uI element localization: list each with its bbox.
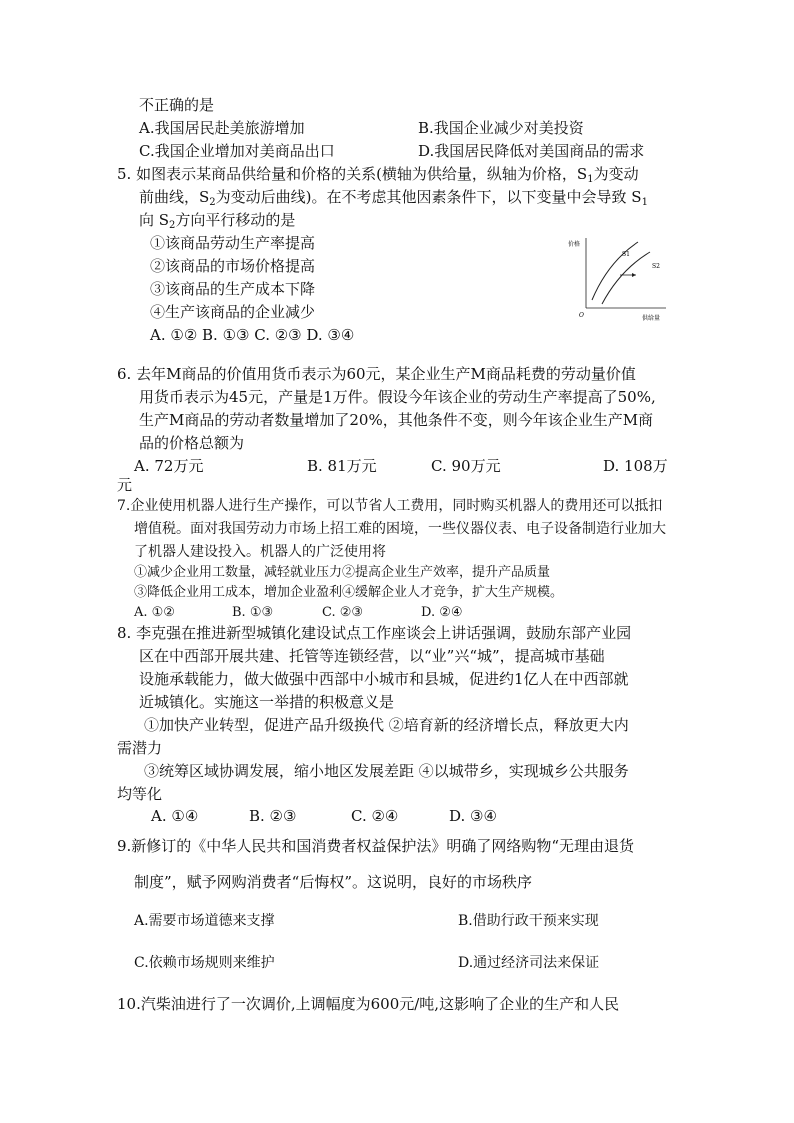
- q8-line-3: 设施承载能力，做大做强中西部中小城市和县城，促进约1亿人在中西部就: [139, 670, 629, 688]
- q9-line-1: 9.新修订的《中华人民共和国消费者权益保护法》明确了网络购物“无理由退货: [117, 837, 634, 855]
- q7-line-1: 7.企业使用机器人进行生产操作，可以节省人工费用，同时购买机器人的费用还可以抵扣: [117, 498, 663, 514]
- q5-line-1: 5. 如图表示某商品供给量和价格的关系(横轴为供给量，纵轴为价格，$S_1$为变动: [117, 165, 639, 185]
- q4-option-b: B.我国企业减少对美投资: [418, 119, 584, 137]
- q5-option-2: ②该商品的市场价格提高: [150, 257, 316, 275]
- q8-line-1: 8. 李克强在推进新型城镇化建设试点工作座谈会上讲话强调，鼓励东部产业园: [117, 624, 632, 642]
- curve-s2: [602, 252, 650, 304]
- q5-option-1: ①该商品劳动生产率提高: [150, 234, 316, 252]
- q10-line-1: 10.汽柴油进行了一次调价,上调幅度为600元/吨,这影响了企业的生产和人民: [117, 995, 620, 1013]
- q5-option-4: ④生产该商品的企业减少: [150, 303, 316, 321]
- q6-option-b: B. 81万元: [307, 457, 377, 475]
- q5-option-3: ③该商品的生产成本下降: [150, 280, 316, 298]
- q6-line-3: 生产M商品的劳动者数量增加了20%，其他条件不变，则今年该企业生产M商: [139, 411, 654, 429]
- q8-option-b: B. ②③: [249, 807, 297, 825]
- q6-option-d-wrap: 元: [117, 476, 133, 494]
- supply-curve-figure: [566, 232, 676, 324]
- q4-option-d: D.我国居民降低对美国商品的需求: [418, 142, 645, 160]
- q9-option-a: A.需要市场道德来支撑: [134, 913, 275, 929]
- q7-option-c: C. ②③: [322, 605, 364, 620]
- q8-line-4: 近城镇化。实施这一举措的积极意义是: [139, 693, 395, 711]
- q6-line-1: 6. 去年M商品的价值用货币表示为60元，某企业生产M商品耗费的劳动量价值: [117, 365, 636, 383]
- q9-option-d: D.通过经济司法来保证: [458, 955, 600, 971]
- q9-option-b: B.借助行政干预来实现: [458, 913, 599, 929]
- curve-s1: [592, 242, 638, 300]
- q6-line-2: 用货币表示为45元，产量是1万件。假设今年该企业的劳动生产率提高了50%,: [139, 388, 656, 406]
- graph-x-label: 供给量: [642, 315, 661, 322]
- q7-option-d: D. ②④: [421, 605, 463, 620]
- q5-answers: A. ①② B. ①③ C. ②③ D. ③④: [150, 326, 355, 344]
- graph-origin: O: [579, 312, 584, 319]
- q5-line-3: 向 $S_2$方向平行移动的是: [139, 211, 296, 231]
- q6-option-a: A. 72万元: [134, 457, 204, 475]
- q7-options-12: ①减少企业用工数量，减轻就业压力②提高企业生产效率，提升产品质量: [134, 565, 551, 580]
- q8-option-a: A. ①④: [151, 807, 199, 825]
- graph-s2-label: S2: [652, 263, 660, 270]
- q7-options-34: ③降低企业用工成本，增加企业盈利④缓解企业人才竞争，扩大生产规模。: [134, 585, 564, 600]
- q8-line-2: 区在中西部开展共建、托管等连锁经营，以“业”兴“城”，提高城市基础: [139, 647, 605, 665]
- q5-line-2: 前曲线，$S_2$为变动后曲线)。在不考虑其他因素条件下，以下变量中会导致 $S_1$: [139, 188, 648, 208]
- graph-s1-label: S1: [622, 251, 630, 258]
- q4-option-c: C.我国企业增加对美商品出口: [139, 142, 335, 160]
- q6-option-d: D. 108万: [603, 457, 668, 475]
- q8-option-c: C. ②④: [351, 807, 399, 825]
- q8-options-34: ③统筹区域协调发展，缩小地区发展差距 ④以城带乡，实现城乡公共服务: [144, 762, 629, 780]
- q8-option-d: D. ③④: [449, 807, 497, 825]
- q7-line-2: 增值税。面对我国劳动力市场上招工难的困境，一些仪器仪表、电子设备制造行业加大: [134, 521, 666, 537]
- q8-options-34-wrap: 均等化: [117, 785, 163, 803]
- graph-y-label: 价格: [568, 241, 581, 248]
- q9-option-c: C.依赖市场规则来维护: [134, 955, 275, 971]
- q8-options-12-wrap: 需潜力: [117, 739, 163, 757]
- q8-options-12: ①加快产业转型，促进产品升级换代 ②培育新的经济增长点，释放更大内: [144, 716, 629, 734]
- q6-line-4: 品的价格总额为: [139, 434, 245, 452]
- arrow-head-icon: [632, 273, 636, 277]
- q4-option-a: A.我国居民赴美旅游增加: [139, 119, 305, 137]
- q7-line-3: 了机器人建设投入。机器人的广泛使用将: [134, 544, 386, 560]
- q7-option-b: B. ①③: [232, 605, 274, 620]
- q4-tail: 不正确的是: [139, 96, 215, 114]
- q9-line-2: 制度”，赋予网购消费者“后悔权”。这说明，良好的市场秩序: [134, 873, 533, 891]
- q6-option-c: C. 90万元: [431, 457, 501, 475]
- q7-option-a: A. ①②: [134, 605, 175, 620]
